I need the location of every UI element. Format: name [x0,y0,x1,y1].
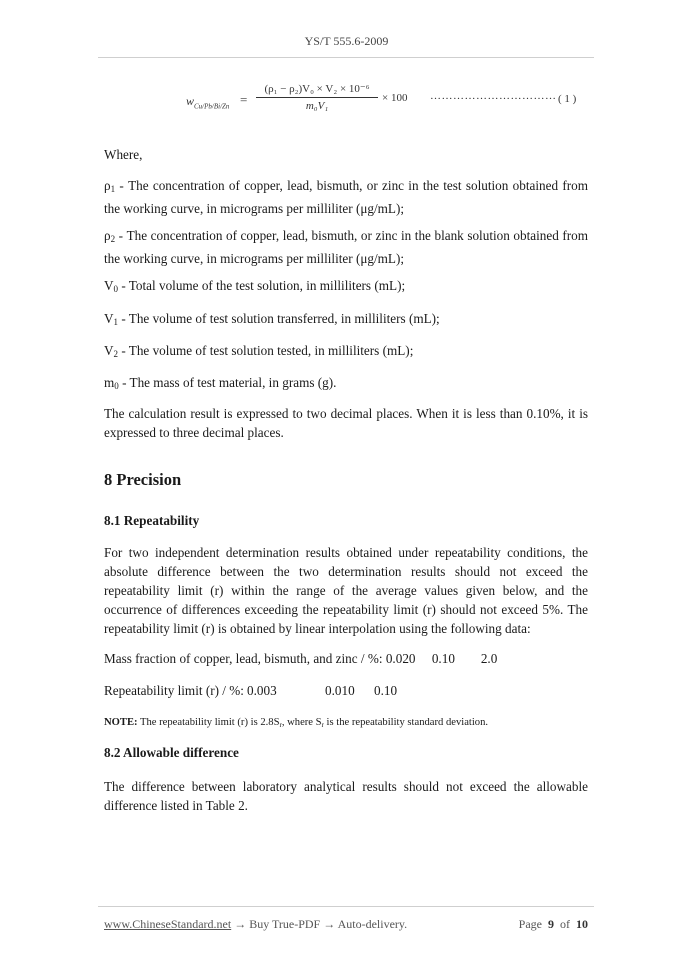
def-text: - The concentration of copper, lead, bismuth, or zinc in the blank solution obtained from the working curve, in micrograms per milliliter (μg/mL); [104,228,588,266]
footer-divider [98,906,594,907]
formula-lhs-subscript: Cu/Pb/Bi/Zn [194,102,230,111]
subsection-heading-allowable-difference: 8.2 Allowable difference [104,745,239,760]
def-symbol: V [104,278,114,293]
def-text: - The volume of test solution transferred, in milliliters (mL); [118,311,440,326]
formula-denominator: m₀V₁ [305,100,329,112]
mass-value: 0.020 [385,651,416,666]
def-text: - The concentration of copper, lead, bismuth, or zinc in the test solution obtained from the working curve, in micrograms per milliliter (μg/mL); [104,178,588,216]
limit-value: 0.003 [247,683,277,698]
repeatability-paragraph: For two independent determination results obtained under repeatability conditions, the absolute difference between the two determination results should not exceed the repeatability limit (r) within the range of the average values given below, and the occurrence of differences exceeding the repeatability limit (r) should not exceed 5%. The repeatability limit (r) is obtained by linear interpolation using the following data: [104,545,588,636]
definition-v2 [104,341,588,364]
note-subscript: r [321,721,324,729]
definition-rho1 [104,176,588,218]
def-symbol: m [104,375,115,390]
subsection-heading-repeatability: 8.1 Repeatability [104,513,200,528]
formula-leader-dots: …………………………… [430,90,557,102]
arrow-icon: → [231,917,250,931]
formula-fraction [256,82,378,112]
note-label: NOTE: [104,717,138,728]
limit-value: 0.010 [325,683,355,698]
header-divider [98,57,594,58]
def-text: - The volume of test solution tested, in milliliters (mL); [118,343,414,358]
limit-value: 0.10 [374,683,398,698]
repeatability-note [104,715,588,733]
formula-lhs [186,94,229,110]
def-subscript: 0 [114,381,119,391]
mass-fraction-label: Mass fraction of copper, lead, bismuth, and zinc / %: [104,651,383,666]
formula-multiplier: × 100 [382,92,408,104]
calculation-result-paragraph: The calculation result is expressed to two decimal places. When it is less than 0.10%, it is expressed to three decimal places. [104,406,588,440]
mass-fraction-row [104,649,588,668]
definition-v0 [104,276,588,299]
repeatability-limit-label: Repeatability limit (r) / %: [104,683,244,698]
note-subscript: r [279,721,282,729]
definition-rho2 [104,226,588,268]
equation-number: ( 1 ) [558,93,577,105]
def-text: - The mass of test material, in grams (g). [118,375,337,390]
footer-links [104,917,407,932]
note-text: , where S [281,717,322,728]
definition-m0 [104,373,588,396]
note-text: The repeatability limit (r) is 2.8S [137,717,280,728]
of-label: of [560,917,570,931]
def-subscript: 1 [113,317,119,327]
def-symbol: V [104,311,114,326]
note-text: is the repeatability standard deviation. [323,717,489,728]
section-heading-precision: 8 Precision [104,470,182,489]
formula-numerator: (ρ₁ − ρ₂)V₀ × V₂ × 10⁻⁶ [264,83,370,95]
formula-equals: = [240,92,248,107]
site-link[interactable]: www.ChineseStandard.net [104,917,232,931]
allowable-difference-paragraph: The difference between laboratory analytical results should not exceed the allowable difference listed in Table 2. [104,779,588,813]
def-symbol: ρ [104,178,111,193]
repeatability-limit-row [104,681,588,700]
buy-pdf-link[interactable]: Buy True-PDF [249,917,321,931]
def-text: - Total volume of the test solution, in milliliters (mL); [118,278,406,293]
def-symbol: V [104,343,114,358]
fraction-bar [256,97,378,98]
page-label: Page [518,917,542,931]
def-subscript: 2 [110,234,116,244]
def-symbol: ρ [104,228,111,243]
arrow-icon: → [320,917,338,931]
def-subscript: 0 [113,284,119,294]
page-header: YS/T 555.6-2009 [304,34,389,48]
mass-value: 2.0 [480,651,498,666]
total-pages: 10 [576,917,588,931]
auto-delivery-text: Auto-delivery. [337,917,408,931]
formula [186,82,606,122]
mass-value: 0.10 [431,651,455,666]
definition-v1 [104,309,588,332]
formula-lhs-symbol: w [186,94,195,108]
def-subscript: 2 [113,349,119,359]
def-subscript: 1 [110,184,116,194]
current-page: 9 [548,917,554,931]
page-number [519,917,588,932]
where-label: Where, [104,147,143,162]
